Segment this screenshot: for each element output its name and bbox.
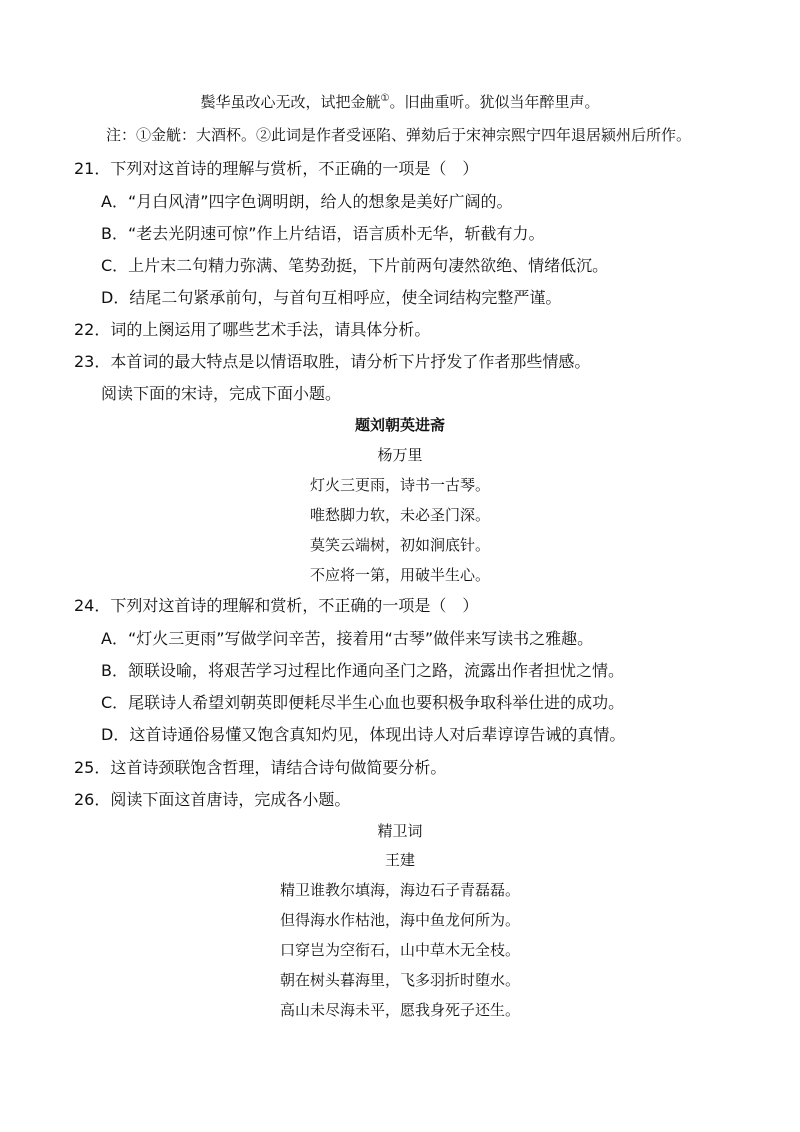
question-22: 22．词的上阕运用了哪些艺术手法，请具体分析。 — [74, 320, 431, 339]
question-24-option-a: A．“灯火三更雨”写做学问辛苦，接着用“古琴”做伴来写读书之雅趣。 — [101, 629, 594, 648]
poem2-title: 题刘朝英进斋 — [354, 416, 445, 434]
question-21-option-a: A．“月白风清”四字色调明朗，给人的想象是美好广阔的。 — [101, 192, 513, 211]
question-24-option-b: B．颔联设喻，将艰苦学习过程比作通向圣门之路，流露出作者担忧之情。 — [101, 661, 624, 680]
poem2-line-2: 唯愁脚力软，未必圣门深。 — [309, 506, 490, 524]
poem3-line-1: 精卫谁教尔填海，海边石子青磊磊。 — [279, 881, 520, 899]
footnote-mark: ① — [380, 93, 390, 104]
question-25: 25．这首诗颈联饱含哲理，请结合诗句做简要分析。 — [74, 758, 447, 777]
poem3-title: 精卫词 — [377, 822, 423, 840]
poem3-line-2: 但得海水作枯池，海中鱼龙何所为。 — [279, 911, 520, 929]
question-26: 26．阅读下面这首唐诗，完成各小题。 — [74, 790, 351, 809]
poem1-last-line: 鬓华虽改心无改，试把金觥①。旧曲重听。犹似当年醉里声。 — [200, 93, 600, 111]
poem1-note: 注：①金觥：大酒杯。②此词是作者受诬陷、弹劾后于宋神宗熙宁四年退居颍州后所作。 — [106, 126, 692, 144]
question-24-stem: 24．下列对这首诗的理解和赏析，不正确的一项是（ ） — [74, 596, 479, 615]
question-21-option-d: D．结尾二句紧承前句，与首句互相呼应，使全词结构完整严谨。 — [101, 288, 562, 307]
poem3-line-5: 高山未尽海未平，愿我身死子还生。 — [279, 1001, 520, 1019]
reading-intro-song: 阅读下面的宋诗，完成下面小题。 — [101, 384, 342, 403]
poem2-line-3: 莫笑云端树，初如涧底针。 — [309, 536, 490, 554]
poem2-line-1: 灯火三更雨，诗书一古琴。 — [309, 476, 490, 494]
poem2-line-4: 不应将一第，用破半生心。 — [309, 566, 490, 584]
poem3-line-3: 口穿岂为空衔石，山中草木无全枝。 — [279, 941, 520, 959]
poem3-author: 王建 — [384, 851, 415, 869]
question-23: 23．本首词的最大特点是以情语取胜，请分析下片抒发了作者那些情感。 — [74, 352, 591, 371]
question-21-stem: 21．下列对这首诗的理解与赏析，不正确的一项是（ ） — [74, 159, 479, 178]
question-24-option-d: D．这首诗通俗易懂又饱含真知灼见，体现出诗人对后辈谆谆告诫的真情。 — [101, 725, 626, 744]
question-24-option-c: C．尾联诗人希望刘朝英即便耗尽半生心血也要积极争取科举仕进的成功。 — [101, 693, 625, 712]
poem3-line-4: 朝在树头暮海里，飞多羽折时堕水。 — [279, 971, 520, 989]
question-21-option-c: C．上片末二句精力弥满、笔势劲挺，下片前两句凄然欲绝、情绪低沉。 — [101, 256, 609, 275]
poem2-author: 杨万里 — [377, 446, 423, 464]
question-21-option-b: B．“老去光阴速可惊”作上片结语，语言质朴无华，斩截有力。 — [101, 224, 545, 243]
